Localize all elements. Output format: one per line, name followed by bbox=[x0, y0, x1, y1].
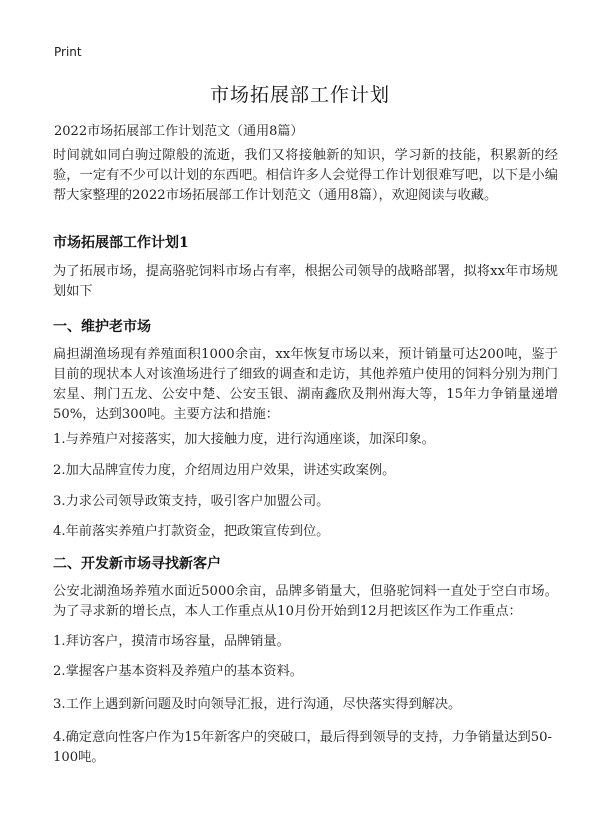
section2-item-2: 2.掌握客户基本资料及养殖户的基本资料。 bbox=[53, 664, 303, 679]
section2-item-1: 1.拜访客户，摸清市场容量，品牌销量。 bbox=[53, 634, 290, 649]
intro-paragraph: 时间就如同白驹过隙般的流逝，我们又将接触新的知识，学习新的技能，积累新的经验，一定有不少可以计划的东西吧。相信许多人会觉得工作计划很难写吧，以下是小编帮大家整理的2022市场拓展部工作计划范文（通用8篇），欢迎阅读与收藏。 bbox=[53, 148, 558, 203]
page-title: 市场拓展部工作计划 bbox=[209, 84, 390, 106]
section2-heading: 二、开发新市场寻找新客户 bbox=[53, 556, 221, 572]
section2-item-4: 4.确定意向性客户作为15年新客户的突破口，最后得到领导的支持，力争销量达到50-100吨。 bbox=[53, 730, 552, 765]
plan-intro-paragraph: 为了拓展市场，提高骆驼饲料市场占有率，根据公司领导的战略部署，拟将xx年市场规划如下 bbox=[53, 264, 558, 299]
section1-paragraph: 扁担湖渔场现有养殖面积1000余亩，xx年恢复市场以来，预计销量可达200吨，鉴于目前的现状本人对该渔场进行了细致的调查和走访，其他养殖户使用的饲料分别为荆门宏星、荆门五龙、公安中楚、公安玉银、湖南鑫欣及荆州海大等，15年力争销量递增50%，达到300吨。主要方法和措施： bbox=[53, 347, 558, 422]
section1-heading: 一、维护老市场 bbox=[53, 319, 151, 335]
print-link[interactable]: Print bbox=[54, 45, 82, 59]
section1-item-4: 4.年前落实养殖户打款资金，把政策宣传到位。 bbox=[53, 524, 330, 539]
plan-heading: 市场拓展部工作计划1 bbox=[53, 235, 189, 251]
subtitle: 2022市场拓展部工作计划范文（通用8篇） bbox=[54, 124, 304, 139]
section1-item-3: 3.力求公司领导政策支持，吸引客户加盟公司。 bbox=[53, 494, 330, 509]
section1-item-1: 1.与养殖户对接落实，加大接触力度，进行沟通座谈，加深印象。 bbox=[53, 432, 435, 447]
section2-paragraph: 公安北湖渔场养殖水面近5000余亩，品牌多销量大，但骆驼饲料一直处于空白市场。为了寻求新的增长点，本人工作重点从10月份开始到12月把该区作为工作重点： bbox=[53, 584, 558, 619]
section1-item-2: 2.加大品牌宣传力度，介绍周边用户效果，讲述实政案例。 bbox=[53, 463, 396, 478]
section2-item-3: 3.工作上遇到新问题及时向领导汇报，进行沟通，尽快落实得到解决。 bbox=[53, 697, 462, 712]
